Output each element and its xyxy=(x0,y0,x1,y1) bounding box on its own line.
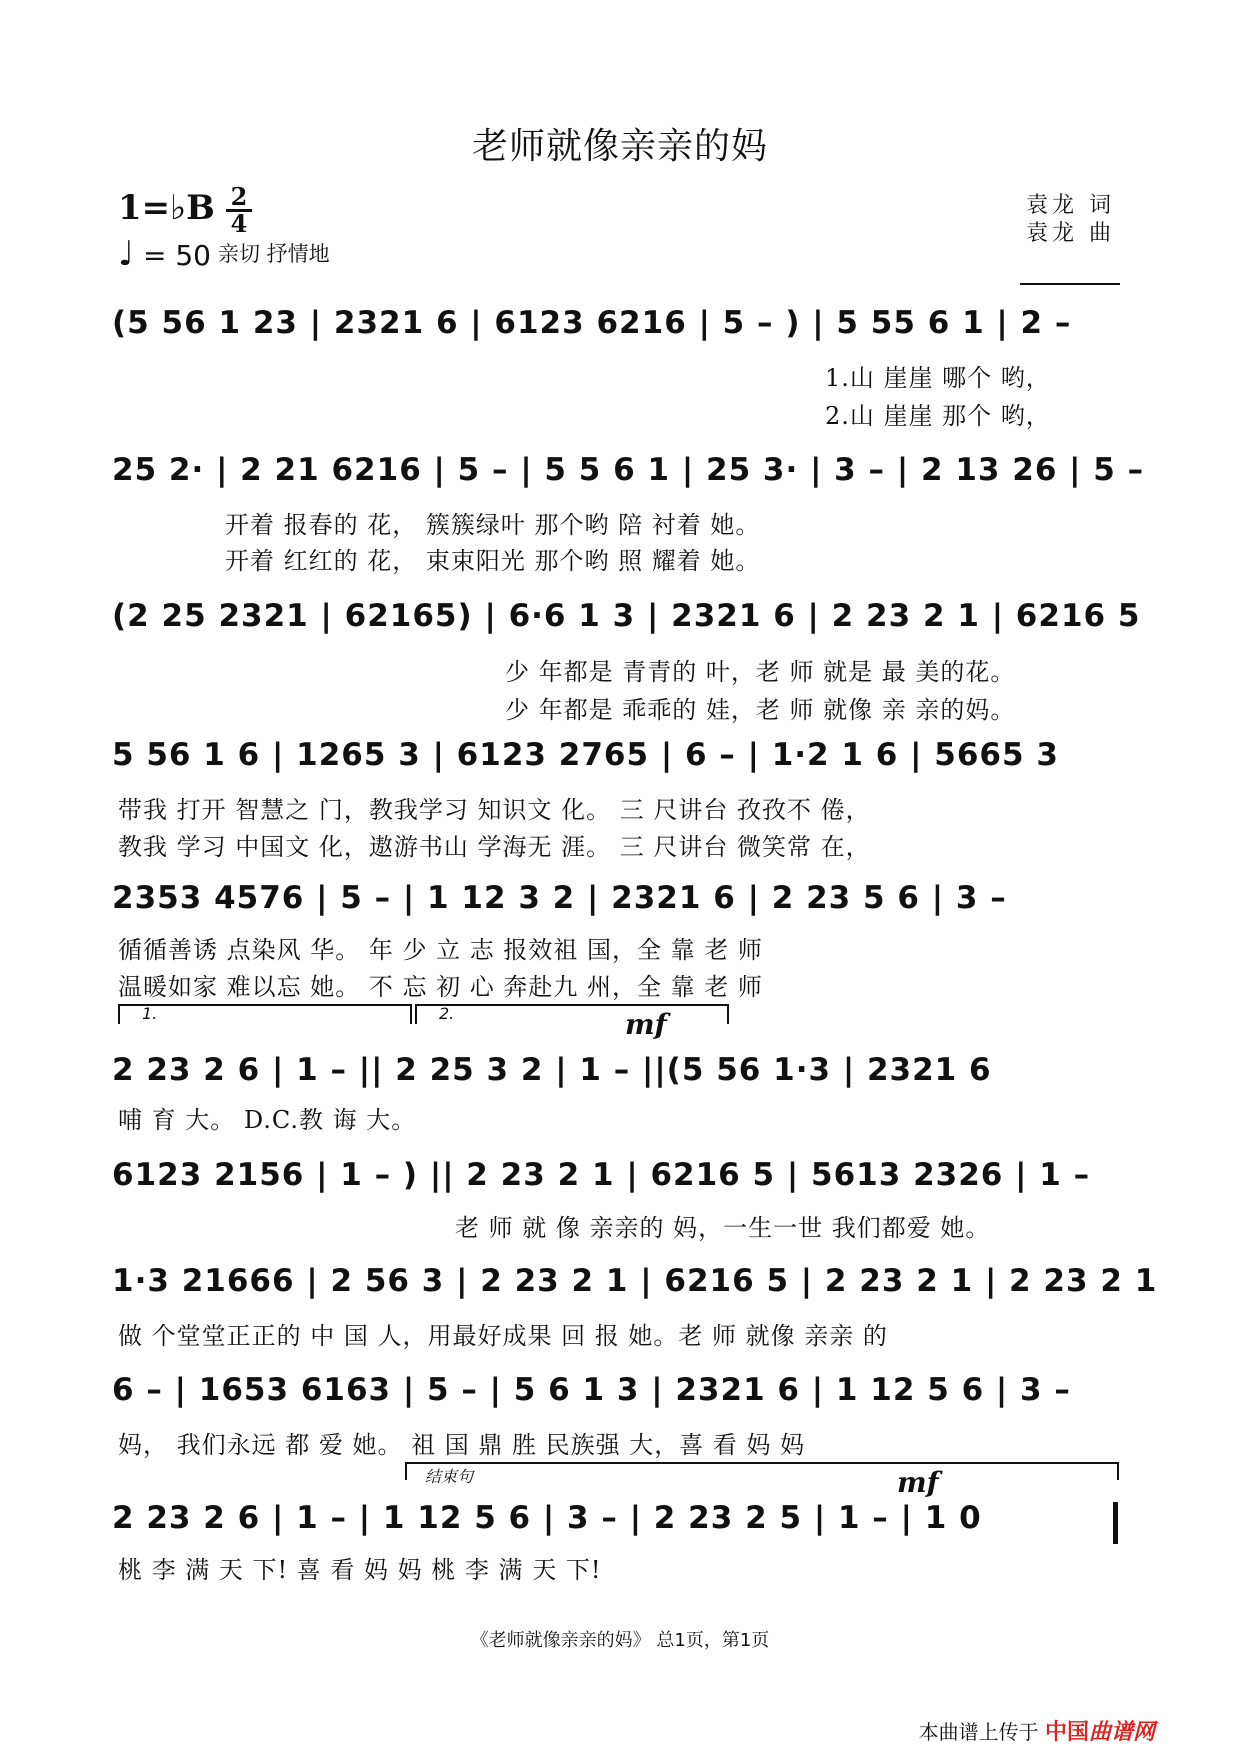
lyrics-row-5-verse-1: 循循善诱 点染风 华。 年 少 立 志 报效祖 国，全 靠 老 师 xyxy=(118,936,763,964)
composer-credit: 袁龙 曲 xyxy=(1026,221,1115,246)
tie-line xyxy=(1020,283,1120,285)
site-logo-part-1[interactable]: 中国 xyxy=(1044,1720,1089,1745)
lyrics-row-5-verse-2: 温暖如家 难以忘 她。 不 忘 初 心 奔赴九 州，全 靠 老 师 xyxy=(118,973,763,1001)
tempo-marking xyxy=(118,234,211,274)
expression-text: 亲切 抒情地 xyxy=(218,242,330,266)
lyrics-row-8: 做 个堂堂正正的 中 国 人，用最好成果 回 报 她。老 师 就像 亲亲 的 xyxy=(118,1322,888,1350)
notation-row-3: (2 25 2321 | 62165) | 6·6 1 3 | 2321 6 | 2 23 2 1 | 6216 5 xyxy=(112,598,1141,634)
upload-text: 本曲谱上传于 xyxy=(918,1720,1039,1744)
lyrics-row-3-verse-2: 少 年都是 乖乖的 娃，老 师 就像 亲 亲的妈。 xyxy=(505,696,1016,724)
dynamic-mf-1: mf xyxy=(625,1008,667,1041)
notation-row-10: 2 23 2 6 | 1 – | 1 12 5 6 | 3 – | 2 23 2 5 | 1 – | 1 0 xyxy=(112,1500,982,1536)
time-signature xyxy=(226,182,252,238)
notation-row-1: (5 56 1 23 | 2321 6 | 6123 6216 | 5 – ) | 5 55 6 1 | 2 – xyxy=(112,305,1072,341)
lyrics-row-7: 老 师 就 像 亲亲的 妈，一生一世 我们都爱 她。 xyxy=(455,1214,991,1242)
coda-label: 结束句 xyxy=(425,1467,474,1486)
notation-row-6: 2 23 2 6 | 1 – || 2 25 3 2 | 1 – ||(5 56 1·3 | 2321 6 xyxy=(112,1052,992,1088)
page-title: 老师就像亲亲的妈 xyxy=(471,126,768,167)
lyrics-row-2-verse-1: 开着 报春的 花， 簇簇绿叶 那个哟 陪 衬着 她。 xyxy=(225,511,761,539)
lyrics-row-1-verse-1: 1.山 崖崖 哪个 哟， xyxy=(825,364,1051,392)
quarter-note-icon: ♩ xyxy=(118,234,135,274)
final-barline xyxy=(1113,1502,1118,1544)
volta-label-1: 1. xyxy=(142,1004,158,1023)
notation-row-7: 6123 2156 | 1 – ) || 2 23 2 1 | 6216 5 | 5613 2326 | 1 – xyxy=(112,1157,1091,1193)
lyrics-row-4-verse-1: 带我 打开 智慧之 门，教我学习 知识文 化。 三 尺讲台 孜孜不 倦， xyxy=(118,796,871,824)
time-signature-bottom: 4 xyxy=(230,209,248,238)
lyrics-row-10: 桃 李 满 天 下! 喜 看 妈 妈 桃 李 满 天 下! xyxy=(118,1556,602,1584)
upload-notice xyxy=(919,1715,1155,1746)
notation-row-5: 2353 4576 | 5 – | 1 12 3 2 | 2321 6 | 2 23 5 6 | 3 – xyxy=(112,880,1007,916)
lyrics-row-9: 妈， 我们永远 都 爱 她。 祖 国 鼎 胜 民族强 大，喜 看 妈 妈 xyxy=(118,1431,806,1459)
dynamic-mf-2: mf xyxy=(897,1466,939,1499)
volta-bracket-1 xyxy=(118,1004,412,1024)
lyrics-row-6: 哺 育 大。 D.C.教 诲 大。 xyxy=(118,1106,417,1134)
site-logo-part-2[interactable]: 曲谱网 xyxy=(1088,1720,1155,1745)
notation-row-8: 1·3 21666 | 2 56 3 | 2 23 2 1 | 6216 5 | 2 23 2 1 | 2 23 2 1 xyxy=(112,1263,1158,1299)
notation-row-9: 6 – | 1653 6163 | 5 – | 5 6 1 3 | 2321 6 | 1 12 5 6 | 3 – xyxy=(112,1372,1071,1408)
notation-row-2: 25 2· | 2 21 6216 | 5 – | 5 5 6 1 | 25 3· | 3 – | 2 13 26 | 5 – xyxy=(112,452,1145,488)
lyrics-row-4-verse-2: 教我 学习 中国文 化，遨游书山 学海无 涯。 三 尺讲台 微笑常 在， xyxy=(118,833,871,861)
volta-bracket-2 xyxy=(415,1004,729,1024)
lyricist-credit: 袁龙 词 xyxy=(1026,193,1115,218)
notation-row-4: 5 56 1 6 | 1265 3 | 6123 2765 | 6 – | 1·2 1 6 | 5665 3 xyxy=(112,737,1059,773)
lyrics-row-2-verse-2: 开着 红红的 花， 束束阳光 那个哟 照 耀着 她。 xyxy=(225,547,761,575)
tempo-value: = 50 xyxy=(142,239,211,272)
key-signature: 1=♭B xyxy=(118,188,215,228)
lyrics-row-1-verse-2: 2.山 崖崖 那个 哟， xyxy=(825,402,1051,430)
lyrics-row-3-verse-1: 少 年都是 青青的 叶，老 师 就是 最 美的花。 xyxy=(505,658,1016,686)
volta-label-2: 2. xyxy=(439,1004,455,1023)
time-signature-top: 2 xyxy=(230,182,248,211)
page-footer: 《老师就像亲亲的妈》 总1页，第1页 xyxy=(470,1630,770,1651)
